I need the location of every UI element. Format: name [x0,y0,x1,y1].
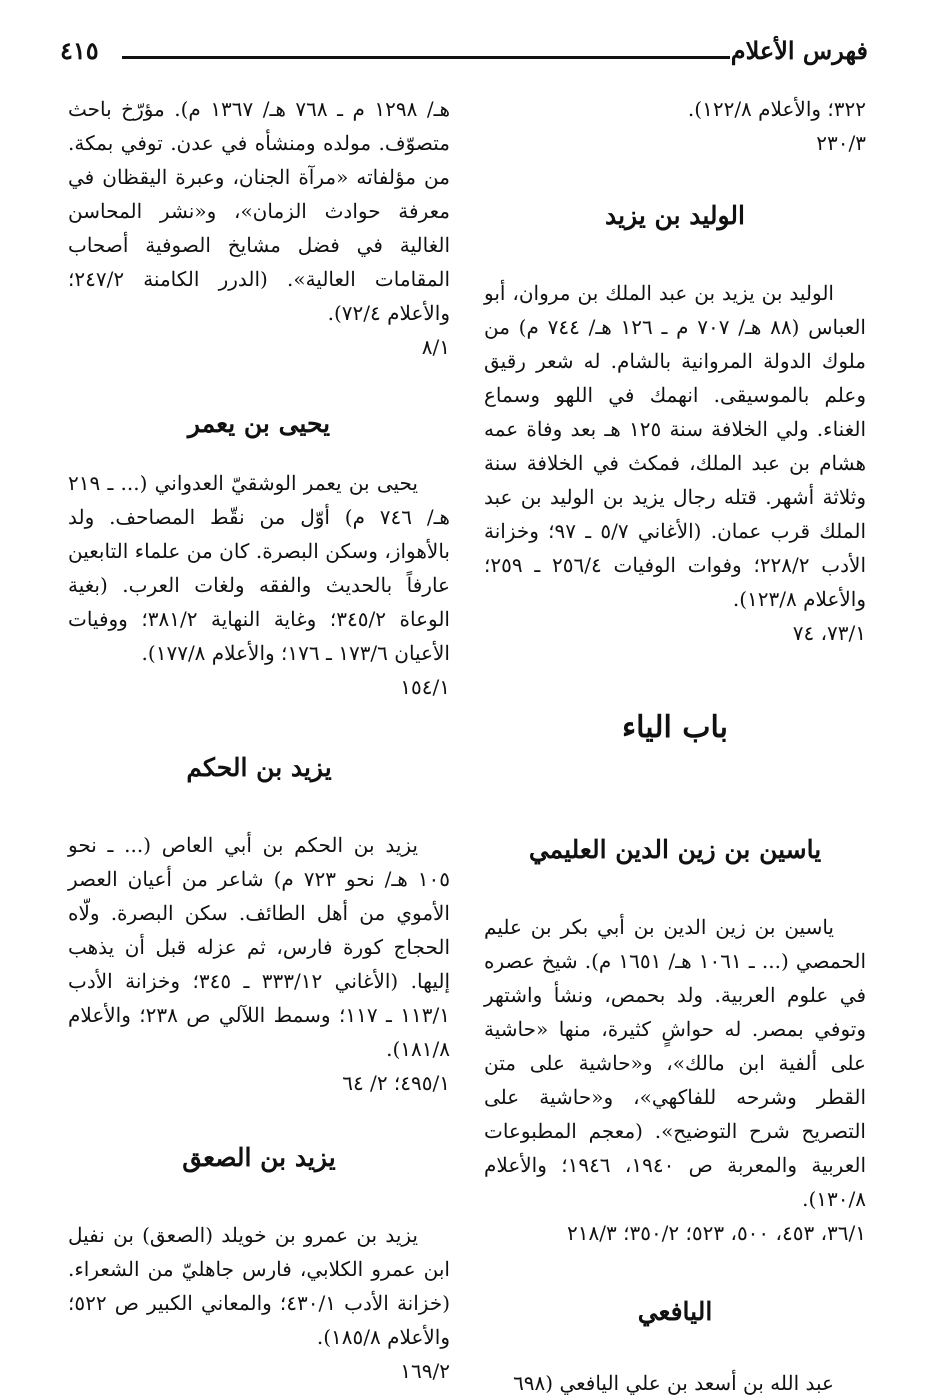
entry-ref: ٣٦/١، ٤٥٣، ٥٠٠، ٥٢٣؛ ٣٥٠/٢؛ ٢١٨/٣ [567,1221,866,1245]
entry-heading: ياسين بن زين الدين العليمي [528,835,822,864]
entry-ref: ١٥٤/١ [400,675,450,699]
entry-heading: اليافعي [637,1297,713,1326]
right-column [484,92,867,1395]
entry-ref: ٧٣/١، ٧٤ [792,621,866,645]
section-heading: باب الياء [622,710,728,745]
continuation-text: ٣٢٢؛ والأعلام ١٢٢/٨). [687,97,866,121]
entry-heading: يزيد بن الحكم [186,753,332,782]
entry-text: الوليد بن يزيد بن عبد الملك بن مروان، أبو العباس (٨٨ هـ/ ٧٠٧ م ـ ١٢٦ هـ/ ٧٤٤ م) من ملوك الدولة المروانية بالشام. له شعر رقيق وعلم بالموسيقى. انهمك في اللهو وسماع الغناء. ولي الخلافة سنة ١٢٥ هـ بعد وفاة عمه هشام بن عبد الملك، فمكث في الخلافة سنة وثلاثة أشهر. قتله رجال يزيد بن الوليد بن عبد الملك قرب عمان. (الأغاني ٥/٧ ـ ٩٧؛ وخزانة الأدب ٢٢٨/٢؛ وفوات الوفيات ٢٥٦/٤ ـ ٢٥٩؛ والأعلام ١٢٣/٨). [484,281,866,611]
entry-text: يزيد بن عمرو بن خويلد (الصعق) بن نفيل ابن عمرو الكلابي، فارس جاهليّ من الشعراء. (خزانة الأدب ٤٣٠/١؛ والمعاني الكبير ص ٥٢٢؛ والأعلام ١٨٥/٨). [68,1223,450,1349]
page-number: ٤١٥ [60,36,99,65]
entry-text: عبد الله بن أسعد بن علي اليافعي (٦٩٨ [513,1371,834,1395]
entry-heading: يزيد بن الصعق [182,1143,336,1172]
left-column [68,92,451,1383]
entry-text: يزيد بن الحكم بن أبي العاص (... ـ نحو ١٠٥ هـ/ نحو ٧٢٣ م) شاعر من أعيان العصر الأموي من أهل الطائف. سكن البصرة. ولّاه الحجاج كورة فارس، ثم عزله قبل أن يذهب إليها. (الأغاني ٣٣٣/١٢ ـ ٣٤٥؛ وخزانة الأدب ١١٣/١ ـ ١١٧؛ وسمط اللآلي ص ٢٣٨؛ والأعلام ١٨١/٨). [68,833,451,1061]
header-title: فهرس الأعلام [730,36,868,65]
continuation-text: هـ/ ١٢٩٨ م ـ ٧٦٨ هـ/ ١٣٦٧ م). مؤرّخ باحث متصوّف. مولده ومنشأه في عدن. توفي بمكة. من مؤلفاته «مرآة الجنان، وعبرة اليقظان في معرفة حوادث الزمان»، و«نشر المحاسن الغالية في فضل مشايخ الصوفية أصحاب المقامات العالية». (الدرر الكامنة ٢٤٧/٢؛ والأعلام ٧٢/٤). [68,97,450,325]
entry-ref: ١٦٩/٢ [400,1359,450,1383]
continuation-ref: ٢٣٠/٣ [816,131,866,155]
entry-ref: ٤٩٥/١؛ ٢/ ٦٤ [342,1071,450,1095]
entry-text: ياسين بن زين الدين بن أبي بكر بن عليم الحمصي (... ـ ١٠٦١ هـ/ ١٦٥١ م). شيخ عصره في علوم العربية. ولد بحمص، ونشأ واشتهر وتوفي بمصر. له حواشٍ كثيرة، منها «حاشية على ألفية ابن مالك»، و«حاشية على متن القطر وشرحه للفاكهي»، و«حاشية على التصريح شرح التوضيح». (معجم المطبوعات العربية والمعربة ص ١٩٤٠، ١٩٤٦؛ والأعلام ١٣٠/٨). [484,915,867,1211]
entry-heading: يحيى بن يعمر [187,409,331,438]
entry-heading: الوليد بن يزيد [605,201,745,230]
page-header [60,34,868,74]
header-rule [122,56,730,59]
entry-text: يحيى بن يعمر الوشقيّ العدواني (... ـ ٢١٩ هـ/ ٧٤٦ م) أوّل من نقّط المصاحف. ولد بالأهواز، وسكن البصرة. كان من علماء التابعين عارفاً بالحديث والفقه ولغات العرب. (بغية الوعاة ٣٤٥/٢؛ وغاية النهاية ٣٨١/٢؛ ووفيات الأعيان ١٧٣/٦ ـ ١٧٦؛ والأعلام ١٧٧/٨). [68,471,450,665]
continuation-ref: ٨/١ [421,335,450,359]
